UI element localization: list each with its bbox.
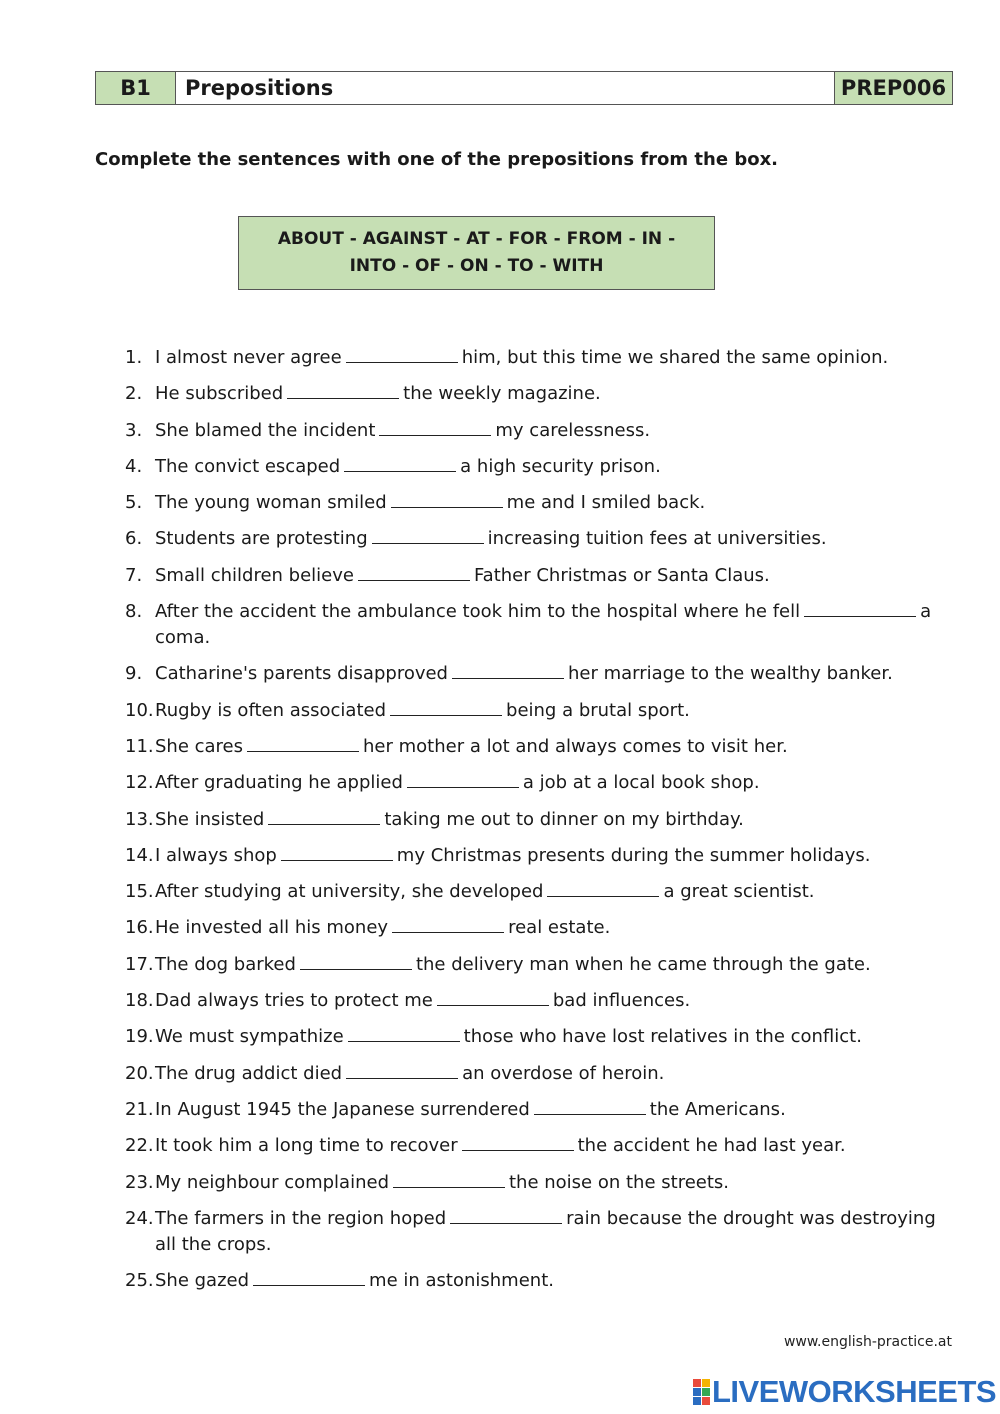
question-text-after: the weekly magazine. — [403, 383, 601, 405]
question-number: 21. — [125, 1098, 154, 1120]
question-number: 4. — [125, 455, 143, 477]
question-text — [155, 1097, 945, 1123]
answer-blank[interactable] — [268, 808, 380, 825]
question-text-before: Catharine's parents disapproved — [155, 663, 448, 685]
question-item — [125, 345, 945, 371]
question-number: 18. — [125, 990, 154, 1012]
question-text-before: He subscribed — [155, 383, 284, 405]
question-text — [155, 1024, 945, 1050]
question-text-after: increasing tuition fees at universities. — [487, 528, 827, 550]
question-text-before: I almost never agree — [155, 347, 342, 368]
question-text-after: me and I smiled back. — [506, 492, 706, 514]
answer-blank[interactable] — [287, 382, 399, 399]
answer-blank[interactable] — [372, 527, 484, 544]
preposition-word-box — [238, 216, 715, 290]
question-text — [155, 843, 945, 869]
question-item — [125, 770, 945, 796]
question-text — [155, 1206, 945, 1258]
logo-square — [702, 1397, 710, 1405]
liveworksheets-logo-text: LIVEWORKSHEETS — [712, 1374, 997, 1409]
answer-blank[interactable] — [253, 1269, 365, 1286]
word-box-line-1: ABOUT - AGAINST - AT - FOR - FROM - IN - — [277, 229, 676, 249]
question-text-before: The farmers in the region hoped — [155, 1207, 447, 1229]
question-text-after: bad influences. — [552, 990, 691, 1012]
question-number: 8. — [125, 601, 143, 623]
word-box-line-2: INTO - OF - ON - TO - WITH — [349, 256, 604, 276]
logo-square — [702, 1379, 710, 1387]
question-number: 6. — [125, 528, 143, 550]
answer-blank[interactable] — [804, 600, 916, 617]
question-item — [125, 698, 945, 724]
question-text — [155, 698, 945, 724]
question-text-after: taking me out to dinner on my birthday. — [384, 808, 744, 830]
answer-blank[interactable] — [462, 1134, 574, 1151]
question-number: 3. — [125, 419, 143, 441]
logo-square — [702, 1388, 710, 1396]
question-item — [125, 1133, 945, 1159]
question-text-before: She blamed the incident — [155, 419, 376, 441]
question-item — [125, 661, 945, 687]
header-table — [95, 71, 953, 105]
answer-blank[interactable] — [358, 564, 470, 581]
question-item — [125, 988, 945, 1014]
question-item — [125, 1268, 945, 1294]
question-text — [155, 952, 945, 978]
answer-blank[interactable] — [348, 1025, 460, 1042]
question-item — [125, 1061, 945, 1087]
question-item — [125, 599, 945, 651]
question-text-before: After the accident the ambulance took him to the hospital where he fell — [155, 601, 801, 623]
worksheet-title: Prepositions — [176, 72, 835, 104]
question-text-before: My neighbour complained — [155, 1171, 389, 1193]
question-text — [155, 879, 945, 905]
question-number: 25. — [125, 1270, 154, 1292]
question-item — [125, 418, 945, 444]
question-text — [155, 1268, 945, 1294]
question-number: 24. — [125, 1207, 154, 1229]
question-item — [125, 490, 945, 516]
question-text-before: Rugby is often associated — [155, 699, 387, 721]
question-number: 15. — [125, 881, 154, 903]
answer-blank[interactable] — [346, 1062, 458, 1079]
question-text-before: She cares — [155, 735, 244, 757]
answer-blank[interactable] — [281, 844, 393, 861]
question-text-after: my carelessness. — [495, 419, 651, 441]
question-number: 16. — [125, 917, 154, 939]
question-text-after: Father Christmas or Santa Claus. — [473, 564, 770, 586]
answer-blank[interactable] — [392, 916, 504, 933]
question-item — [125, 952, 945, 978]
logo-square — [693, 1397, 701, 1405]
question-text-before: We must sympathize — [155, 1026, 344, 1048]
question-text — [155, 661, 945, 687]
answer-blank[interactable] — [391, 491, 503, 508]
question-number: 7. — [125, 564, 143, 586]
question-list — [125, 345, 945, 1304]
question-number: 19. — [125, 1026, 154, 1048]
question-number: 17. — [125, 953, 154, 975]
question-text-after: the accident he had last year. — [577, 1135, 846, 1157]
question-item — [125, 915, 945, 941]
question-text-after: a coma. — [155, 601, 932, 649]
question-text — [155, 807, 945, 833]
question-text-before: After studying at university, she developed — [155, 881, 544, 903]
question-item — [125, 807, 945, 833]
question-text — [155, 345, 945, 371]
liveworksheets-logo — [693, 1374, 996, 1410]
question-text — [155, 563, 945, 589]
question-text-before: She gazed — [155, 1270, 250, 1292]
question-text-before: He invested all his money — [155, 917, 389, 939]
question-text-after: the noise on the streets. — [509, 1171, 730, 1193]
answer-blank[interactable] — [247, 735, 359, 752]
question-text-after: a great scientist. — [663, 881, 815, 903]
answer-blank[interactable] — [534, 1098, 646, 1115]
question-number: 2. — [125, 383, 143, 405]
question-text — [155, 770, 945, 796]
question-number: 23. — [125, 1171, 154, 1193]
logo-square — [693, 1379, 701, 1387]
level-cell: B1 — [96, 72, 176, 104]
answer-blank[interactable] — [450, 1207, 562, 1224]
question-item — [125, 734, 945, 760]
question-text-after: him, but this time we shared the same opinion. — [461, 347, 889, 368]
answer-blank[interactable] — [379, 419, 491, 436]
question-item — [125, 1206, 945, 1258]
question-text-after: the delivery man when he came through the gate. — [415, 953, 871, 975]
question-number: 22. — [125, 1135, 154, 1157]
question-text — [155, 418, 945, 444]
question-item — [125, 1170, 945, 1196]
question-text — [155, 1170, 945, 1196]
question-text-after: rain because the drought was destroying all the crops. — [155, 1207, 936, 1255]
question-number: 10. — [125, 699, 154, 721]
question-text-before: I always shop — [155, 844, 277, 866]
question-text-before: Small children believe — [155, 564, 354, 586]
question-item — [125, 526, 945, 552]
question-text-before: The drug addict died — [155, 1062, 343, 1084]
question-number: 5. — [125, 492, 143, 514]
answer-blank[interactable] — [346, 346, 458, 363]
question-text-after: those who have lost relatives in the conflict. — [463, 1026, 862, 1048]
question-text — [155, 734, 945, 760]
question-text — [155, 526, 945, 552]
liveworksheets-logo-icon — [693, 1379, 710, 1405]
question-item — [125, 879, 945, 905]
question-item — [125, 454, 945, 480]
question-number: 14. — [125, 844, 154, 866]
question-number: 20. — [125, 1062, 154, 1084]
question-text-before: Dad always tries to protect me — [155, 990, 433, 1012]
question-text-before: The dog barked — [155, 953, 296, 975]
question-text-before: She insisted — [155, 808, 265, 830]
answer-blank[interactable] — [437, 989, 549, 1006]
answer-blank[interactable] — [344, 455, 456, 472]
question-text — [155, 381, 945, 407]
website-url: www.english-practice.at — [783, 1334, 952, 1350]
answer-blank[interactable] — [452, 662, 564, 679]
question-item — [125, 1097, 945, 1123]
question-item — [125, 381, 945, 407]
question-text-after: her marriage to the wealthy banker. — [567, 663, 893, 685]
question-text-after: me in astonishment. — [369, 1270, 554, 1292]
question-text-before: Students are protesting — [155, 528, 368, 550]
question-text-after: a job at a local book shop. — [522, 772, 760, 794]
question-text — [155, 915, 945, 941]
instruction-text: Complete the sentences with one of the prepositions from the box. — [95, 149, 779, 170]
answer-blank[interactable] — [547, 880, 659, 897]
question-number: 1. — [125, 347, 143, 368]
question-text-before: It took him a long time to recover — [155, 1135, 458, 1157]
answer-blank[interactable] — [407, 771, 519, 788]
question-item — [125, 1024, 945, 1050]
question-text-before: After graduating he applied — [155, 772, 403, 794]
question-text — [155, 1133, 945, 1159]
question-number: 13. — [125, 808, 154, 830]
question-item — [125, 843, 945, 869]
question-text — [155, 1061, 945, 1087]
question-text — [155, 988, 945, 1014]
question-number: 12. — [125, 772, 154, 794]
question-text-after: my Christmas presents during the summer holidays. — [396, 844, 871, 866]
question-text-before: The convict escaped — [155, 455, 341, 477]
question-text-after: being a brutal sport. — [506, 699, 690, 721]
question-text-after: a high security prison. — [460, 455, 661, 477]
question-text-before: In August 1945 the Japanese surrendered — [155, 1098, 530, 1120]
question-text — [155, 599, 945, 651]
question-text — [155, 490, 945, 516]
answer-blank[interactable] — [390, 699, 502, 716]
worksheet-code: PREP006 — [835, 72, 952, 104]
logo-square — [693, 1388, 701, 1396]
question-text-after: her mother a lot and always comes to visit her. — [363, 735, 788, 757]
question-text-after: the Americans. — [649, 1098, 786, 1120]
question-text-before: The young woman smiled — [155, 492, 387, 514]
question-number: 9. — [125, 663, 143, 685]
question-text-after: an overdose of heroin. — [462, 1062, 665, 1084]
answer-blank[interactable] — [393, 1171, 505, 1188]
question-text — [155, 454, 945, 480]
question-item — [125, 563, 945, 589]
answer-blank[interactable] — [300, 953, 412, 970]
question-text-after: real estate. — [508, 917, 611, 939]
question-number: 11. — [125, 735, 154, 757]
